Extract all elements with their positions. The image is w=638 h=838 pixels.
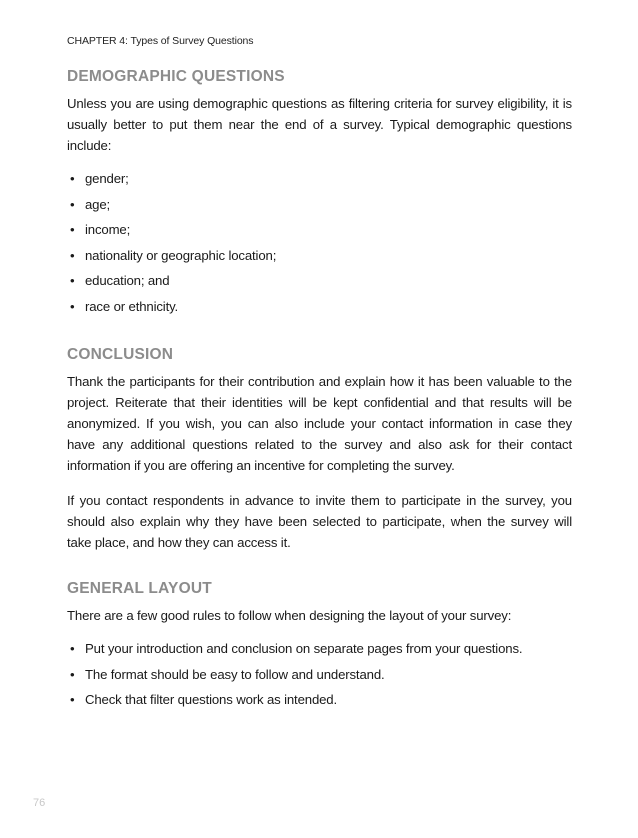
bullet-icon: • (70, 196, 75, 212)
running-head: CHAPTER 4: Types of Survey Questions (67, 35, 254, 47)
paragraph: If you contact respondents in advance to invite them to participate in the survey, you should also explain why they have been selected to participate, when the survey will take place, and how they can access it. (67, 493, 572, 550)
list-item-text: The format should be easy to follow and understand. (85, 666, 385, 682)
list-item-text: education; and (85, 273, 170, 288)
bullet-icon: • (70, 247, 75, 263)
page-content (67, 67, 572, 713)
bullet-icon: • (70, 298, 75, 314)
list-item (67, 636, 572, 662)
section-demographic-questions (67, 67, 572, 319)
list-item-text: age; (85, 196, 111, 212)
section-heading: DEMOGRAPHIC QUESTIONS (67, 68, 285, 85)
list-item-text: nationality or geographic location; (85, 247, 277, 263)
bullet-icon: • (70, 273, 75, 288)
bullet-icon: • (70, 222, 75, 237)
list-item (67, 662, 572, 688)
list-item-text: income; (85, 222, 131, 237)
list-item (67, 217, 572, 243)
bullet-icon: • (70, 692, 75, 707)
section-heading: GENERAL LAYOUT (67, 580, 212, 597)
paragraph: There are a few good rules to follow when designing the layout of your survey: (67, 608, 512, 623)
list-item (67, 166, 572, 192)
paragraph: Thank the participants for their contribution and explain how it has been valuable to the project. Reiterate that their identities will be kept confidential and that results will be anonymized. If you wish, you can also include your contact information in case they have any additional questions related to the survey and also ask for their contact information if you are offering an incentive for completing the survey. (67, 374, 572, 473)
bullet-icon: • (70, 666, 75, 682)
list-item (67, 192, 572, 218)
list-item-text: Check that filter questions work as intended. (85, 692, 338, 707)
list-item (67, 687, 572, 713)
list-item-text: Put your introduction and conclusion on separate pages from your questions. (85, 641, 523, 656)
page-number: 76 (33, 797, 46, 809)
bullet-list (67, 636, 572, 713)
bullet-icon: • (70, 171, 75, 186)
list-item (67, 294, 572, 320)
section-general-layout (67, 579, 572, 713)
paragraph: Unless you are using demographic questions as filtering criteria for survey eligibility, it is usually better to put them near the end of a survey. Typical demographic questions include: (67, 96, 572, 153)
list-item (67, 268, 572, 294)
section-conclusion (67, 345, 572, 553)
bullet-list (67, 166, 572, 319)
section-heading: CONCLUSION (67, 346, 174, 363)
bullet-icon: • (70, 641, 75, 656)
list-item (67, 243, 572, 269)
list-item-text: race or ethnicity. (85, 298, 179, 314)
list-item-text: gender; (85, 171, 129, 186)
